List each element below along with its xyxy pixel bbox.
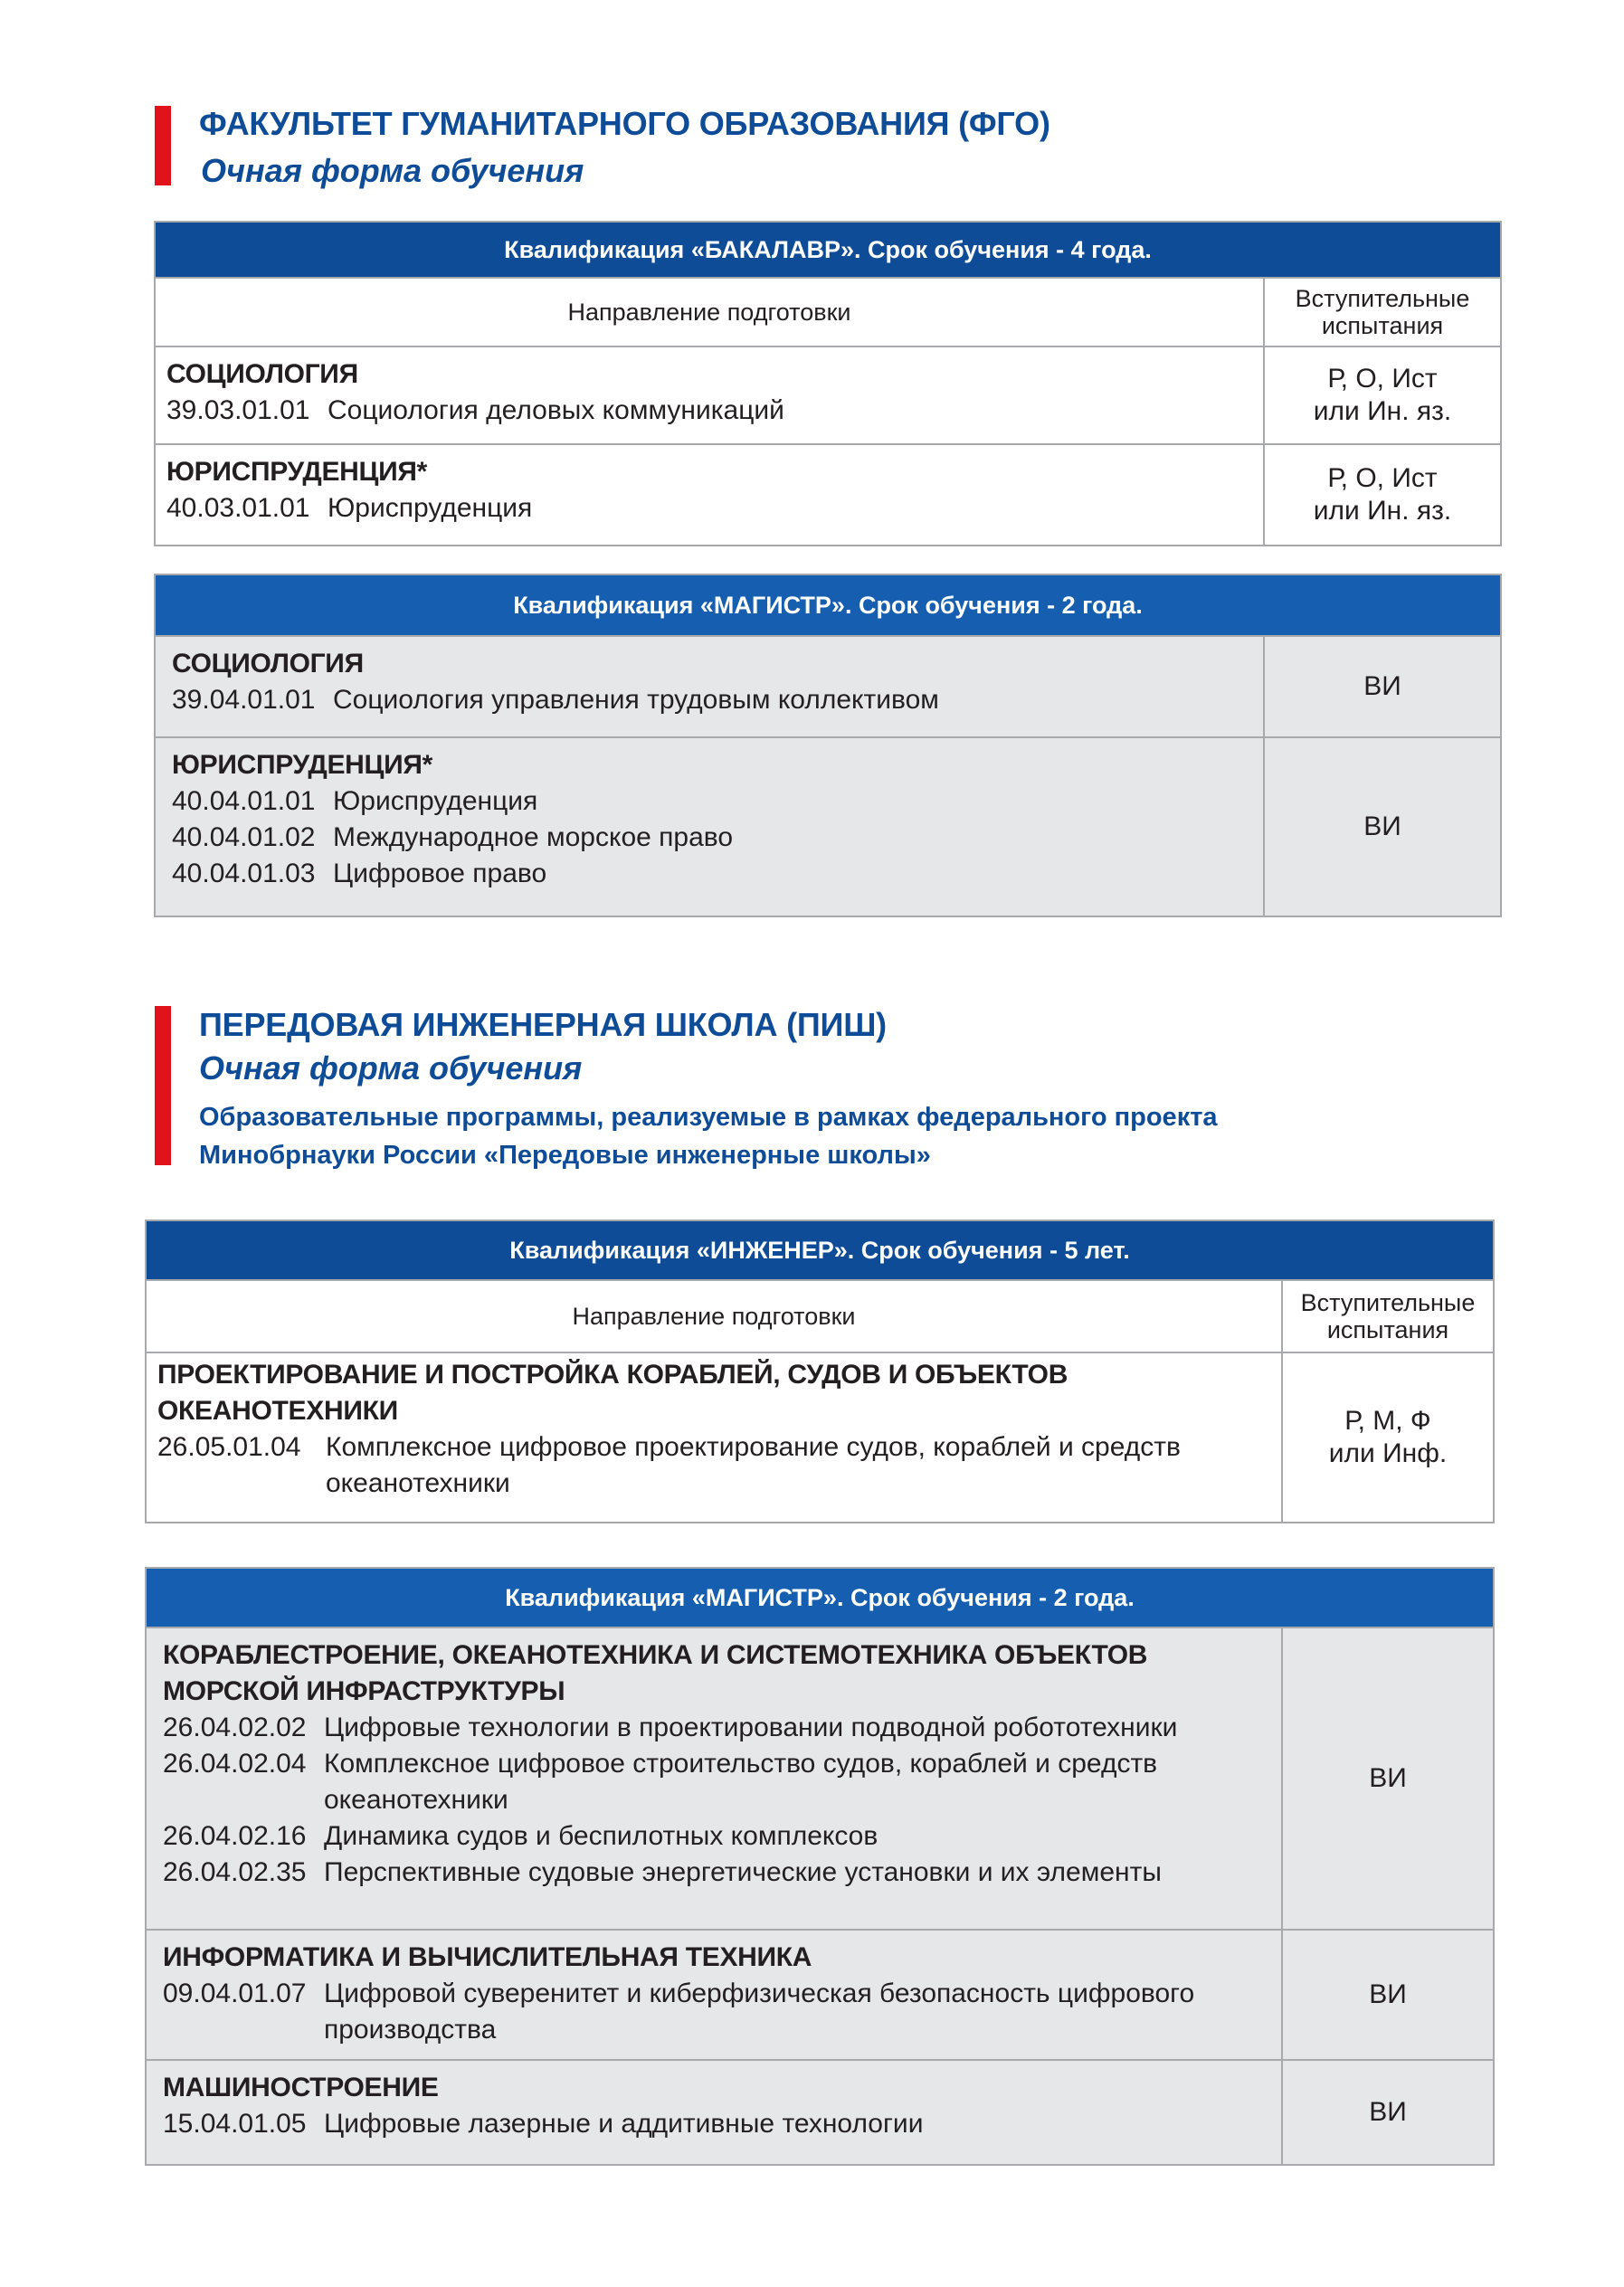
program-line: [172, 820, 1254, 856]
program-line: [172, 783, 1254, 820]
program-name: [324, 1746, 1272, 1818]
direction-title: ПРОЕКТИРОВАНИЕ И ПОСТРОЙКА КОРАБЛЕЙ, СУДОВ И ОБЪЕКТОВ: [157, 1360, 1068, 1390]
program-name-line: океанотехники: [324, 1785, 508, 1815]
direction-title: ЮРИСПРУДЕНЦИЯ*: [166, 457, 428, 487]
program-line: [166, 490, 1254, 527]
program-line: [172, 856, 1254, 892]
master-table: [154, 574, 1502, 917]
table-row: [146, 1930, 1494, 2060]
table-row: [155, 444, 1501, 546]
program-name: [324, 1976, 1272, 2048]
program-name: Цифровые лазерные и аддитивные технологии: [324, 2109, 924, 2139]
program-name: Перспективные судовые энергетические установки и их элементы: [324, 1857, 1162, 1887]
program-name-line: производства: [324, 2015, 497, 2045]
section-description: [199, 1098, 1218, 1174]
program-name: Международное морское право: [333, 822, 734, 852]
section-title: ПЕРЕДОВАЯ ИНЖЕНЕРНАЯ ШКОЛА (ПИШ): [199, 1006, 887, 1043]
column-header-exams: [1264, 278, 1501, 346]
program-line: [163, 1710, 1272, 1746]
program-code: 40.04.01.01: [172, 786, 316, 816]
program-code: 40.03.01.01: [166, 493, 310, 523]
table-header: Квалификация «МАГИСТР». Срок обучения - 2 года.: [155, 574, 1501, 636]
program-name: Динамика судов и беспилотных комплексов: [324, 1821, 878, 1851]
program-code: 40.04.01.02: [172, 822, 316, 852]
section-subtitle: Очная форма обучения: [199, 1049, 583, 1087]
direction-title: СОЦИОЛОГИЯ: [166, 359, 358, 389]
program-line: [163, 1855, 1272, 1891]
program-code: 26.04.02.35: [163, 1857, 307, 1887]
entrance-exams: Р, М, Ф или Инф.: [1282, 1352, 1494, 1523]
entrance-exams: ВИ: [1282, 1627, 1494, 1930]
table-row: [146, 1627, 1494, 1930]
program-code: 39.03.01.01: [166, 395, 310, 425]
column-header-exams-text: Вступительные испытания: [1295, 285, 1470, 339]
program-name: Цифровые технологии в проектировании подводной робототехники: [324, 1713, 1178, 1742]
program-code: 26.04.02.02: [163, 1713, 307, 1742]
program-name: Юриспруденция: [328, 493, 533, 523]
program-code: 26.04.02.16: [163, 1821, 307, 1851]
program-line: [163, 1746, 1272, 1818]
table-row: [146, 1352, 1494, 1523]
direction-title: КОРАБЛЕСТРОЕНИЕ, ОКЕАНОТЕХНИКА И СИСТЕМОТЕХНИКА ОБЪЕКТОВ: [163, 1640, 1148, 1670]
direction-title: СОЦИОЛОГИЯ: [172, 649, 364, 679]
entrance-exams: ВИ: [1282, 1930, 1494, 2060]
table-row: [146, 2060, 1494, 2165]
program-name: Социология управления трудовым коллективом: [333, 685, 939, 715]
program-name: Юриспруденция: [333, 786, 538, 816]
program-line: [163, 2106, 1272, 2142]
entrance-exams: ВИ: [1264, 737, 1501, 916]
program-code: 26.04.02.04: [163, 1749, 307, 1779]
program-name: Цифровое право: [333, 859, 547, 888]
section-description-line: Образовательные программы, реализуемые в рамках федерального проекта: [199, 1103, 1218, 1132]
entrance-exams: Р, О, Ист или Ин. яз.: [1264, 444, 1501, 546]
master-table: [145, 1567, 1495, 2166]
program-line: [163, 1818, 1272, 1855]
entrance-exams: Р, О, Ист или Ин. яз.: [1264, 346, 1501, 444]
table-row: [155, 346, 1501, 444]
program-code: 40.04.01.03: [172, 859, 316, 888]
section-accent-bar: [155, 1006, 171, 1165]
program-name: Социология деловых коммуникаций: [328, 395, 784, 425]
bachelor-table: [154, 221, 1502, 546]
direction-title: МАШИНОСТРОЕНИЕ: [163, 2073, 439, 2102]
program-line: [166, 393, 1254, 429]
program-code: 09.04.01.07: [163, 1979, 307, 2008]
program-code: 15.04.01.05: [163, 2109, 307, 2139]
entrance-exams: ВИ: [1282, 2060, 1494, 2165]
table-header: Квалификация «ИНЖЕНЕР». Срок обучения - 5 лет.: [146, 1220, 1494, 1280]
table-row: [155, 737, 1501, 916]
program-name: [326, 1429, 1272, 1502]
section-description-line: Минобрнауки России «Передовые инженерные школы»: [199, 1141, 931, 1170]
program-name-line: Цифровой суверенитет и киберфизическая безопасность цифрового: [324, 1979, 1195, 2008]
program-name-line: океанотехники: [326, 1468, 510, 1498]
direction-title: МОРСКОЙ ИНФРАСТРУКТУРЫ: [163, 1676, 565, 1706]
section-subtitle: Очная форма обучения: [201, 152, 584, 189]
program-line: [157, 1429, 1272, 1502]
program-name-line: Комплексное цифровое строительство судов, кораблей и средств: [324, 1749, 1158, 1779]
program-code: 26.05.01.04: [157, 1432, 301, 1462]
direction-title: ИНФОРМАТИКА И ВЫЧИСЛИТЕЛЬНАЯ ТЕХНИКА: [163, 1942, 812, 1972]
table-header: Квалификация «МАГИСТР». Срок обучения - 2 года.: [146, 1568, 1494, 1627]
column-header-direction: Направление подготовки: [155, 278, 1264, 346]
engineer-table: [145, 1219, 1495, 1523]
program-line: [172, 682, 1254, 718]
table-row: [155, 636, 1501, 737]
program-code: 39.04.01.01: [172, 685, 316, 715]
direction-title: ОКЕАНОТЕХНИКИ: [157, 1396, 398, 1426]
direction-title: ЮРИСПРУДЕНЦИЯ*: [172, 750, 433, 780]
program-name-line: Комплексное цифровое проектирование судов, кораблей и средств: [326, 1432, 1181, 1462]
entrance-exams: ВИ: [1264, 636, 1501, 737]
table-header: Квалификация «БАКАЛАВР». Срок обучения - 4 года.: [155, 222, 1501, 278]
column-header-exams-text: Вступительные испытания: [1300, 1289, 1476, 1343]
column-header-exams: [1282, 1280, 1494, 1352]
section-accent-bar: [155, 106, 171, 185]
section-title: ФАКУЛЬТЕТ ГУМАНИТАРНОГО ОБРАЗОВАНИЯ (ФГО): [199, 105, 1050, 142]
program-line: [163, 1976, 1272, 2048]
column-header-direction: Направление подготовки: [146, 1280, 1282, 1352]
